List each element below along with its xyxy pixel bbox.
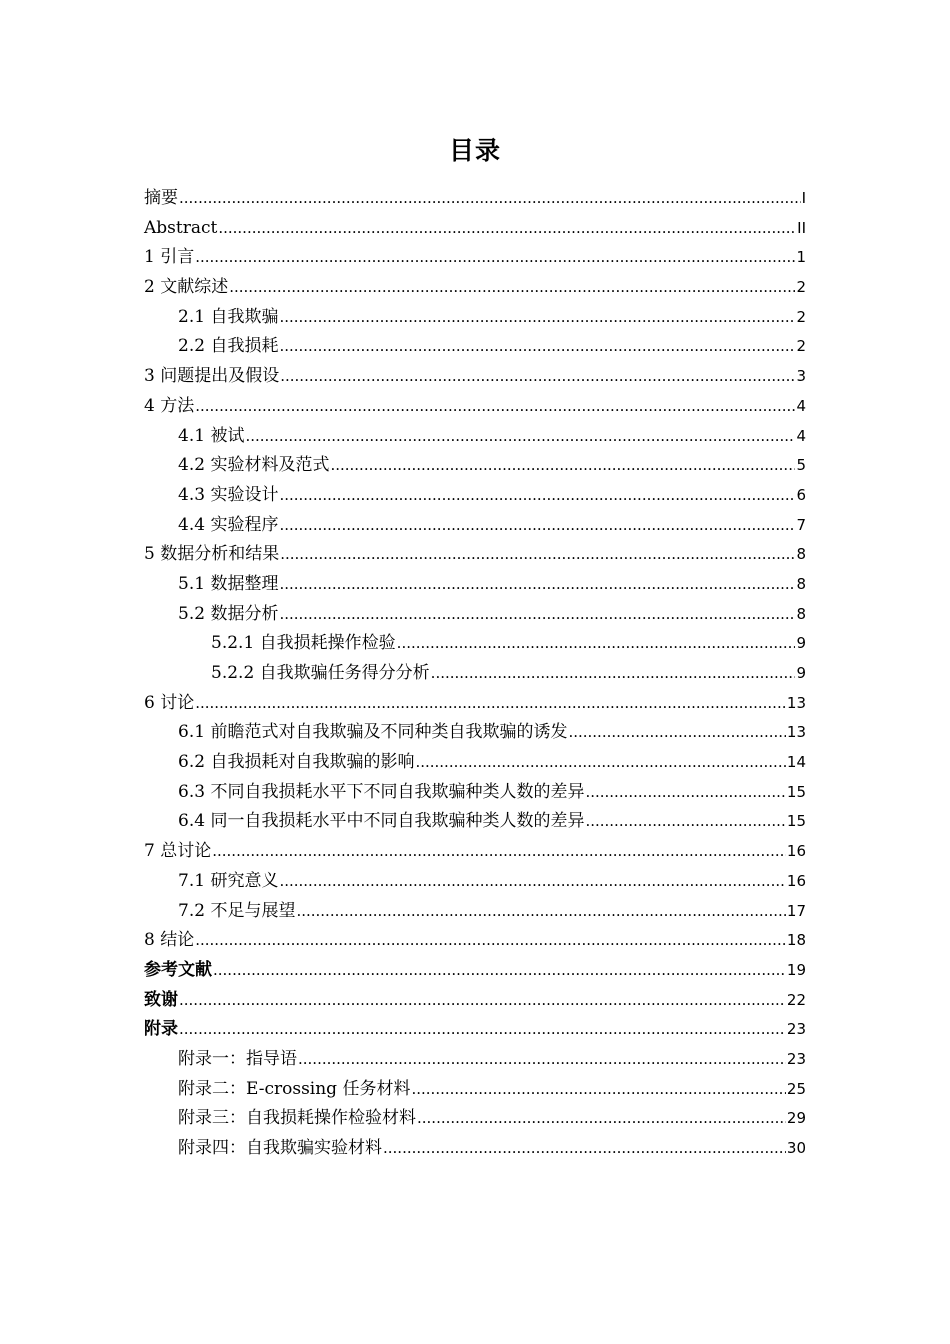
toc-entry-label: 2.1 自我欺骗 [178,306,279,327]
toc-entry[interactable] [0,748,950,778]
toc-dot-leader [279,481,795,511]
toc-entry-label: 6.2 自我损耗对自我欺骗的影响 [178,752,415,773]
toc-entry-label: 摘要 [144,188,178,208]
toc-entry[interactable] [0,332,950,362]
toc-entry-label: 6.3 不同自我损耗水平下不同自我欺骗种类人数的差异 [178,781,585,802]
toc-entry-label: 7.1 研究意义 [178,870,279,891]
toc-dot-leader [397,629,796,659]
toc-entry-page-number: 29 [786,1109,806,1128]
toc-entry-label: 5 数据分析和结果 [144,544,280,565]
toc-dot-leader [279,332,795,362]
toc-entry-page-number: 9 [796,634,806,653]
toc-entry-label: 4.3 实验设计 [178,484,279,505]
toc-entry-label: 6 讨论 [144,692,195,713]
toc-dot-leader [585,807,785,837]
toc-entry-label: 5.2.1 自我损耗操作检验 [211,633,396,654]
toc-dot-leader [415,748,785,778]
toc-entry-label: 4.2 实验材料及范式 [178,455,330,476]
toc-entry-page-number: 14 [786,753,806,772]
toc-entry-label: Abstract [144,217,218,238]
toc-dot-leader [179,986,786,1016]
toc-entry-label: 3 问题提出及假设 [144,366,280,387]
toc-dot-leader [280,540,795,570]
toc-entry-page-number: 13 [786,693,806,712]
toc-entry-page-number: 2 [796,278,806,297]
toc-dot-leader [195,926,786,956]
toc-entry-page-number: 8 [796,574,806,593]
toc-dot-leader [195,243,795,273]
toc-entry-page-number: 1 [796,248,806,267]
toc-entry[interactable] [0,689,950,719]
toc-entry-label: 4 方法 [144,395,195,416]
toc-entry-label: 附录四：自我欺骗实验材料 [178,1138,382,1158]
toc-entry-label: 1 引言 [144,247,195,268]
toc-dot-leader [195,392,795,422]
toc-entry-label: 附录二：E-crossing 任务材料 [178,1078,411,1099]
toc-entry[interactable] [0,807,950,837]
toc-entry-label: 附录三：自我损耗操作检验材料 [178,1108,416,1129]
toc-dot-leader [179,1015,786,1045]
toc-dot-leader [383,1134,786,1164]
toc-entry[interactable] [0,540,950,570]
toc-dot-leader [411,1075,785,1105]
toc-entry[interactable] [0,1015,950,1045]
toc-entry[interactable] [0,303,950,333]
toc-entry[interactable] [0,511,950,541]
toc-dot-leader [179,184,801,214]
toc-dot-leader [279,867,785,897]
toc-entry[interactable] [0,897,950,927]
toc-entry-label: 附录一：指导语 [178,1048,297,1069]
toc-entry-label: 7.2 不足与展望 [178,900,296,921]
toc-entry[interactable] [0,1045,950,1075]
toc-entry-label: 5.2.2 自我欺骗任务得分分析 [211,663,430,683]
toc-dot-leader [279,511,795,541]
toc-list [0,184,950,1164]
toc-dot-leader [212,837,786,867]
toc-entry-label: 5.1 数据整理 [178,573,279,594]
toc-entry-page-number: 4 [796,396,806,415]
toc-entry-label: 附录 [144,1019,178,1040]
toc-entry-label: 6.4 同一自我损耗水平中不同自我欺骗种类人数的差异 [178,811,585,832]
toc-dot-leader [585,778,785,808]
toc-entry-page-number: 30 [786,1139,806,1157]
toc-entry-page-number: 18 [786,931,806,950]
toc-entry[interactable] [0,570,950,600]
toc-entry-label: 5.2 数据分析 [178,603,279,624]
toc-dot-leader [431,659,796,689]
toc-dot-leader [417,1104,786,1134]
toc-dot-leader [279,570,795,600]
toc-entry-label: 6.1 前瞻范式对自我欺骗及不同种类自我欺骗的诱发 [178,722,568,743]
toc-entry[interactable] [0,629,950,659]
toc-entry[interactable] [0,600,950,630]
toc-entry-page-number: 15 [786,782,806,801]
toc-dot-leader [245,422,795,452]
toc-dot-leader [330,451,795,481]
toc-entry-page-number: 22 [786,990,806,1009]
toc-dot-leader [298,1045,786,1075]
toc-dot-leader [229,273,795,303]
toc-entry-label: 8 结论 [144,930,195,951]
toc-entry-page-number: 16 [786,871,806,890]
toc-title: 目录 [448,136,501,165]
toc-entry-page-number: 7 [796,515,806,534]
toc-entry[interactable] [0,392,950,422]
toc-entry-page-number: I [801,189,806,207]
toc-entry[interactable] [0,214,950,244]
toc-entry[interactable] [0,184,950,214]
toc-entry-page-number: 5 [796,456,806,475]
toc-entry-label: 4.1 被试 [178,425,245,446]
toc-entry-page-number: 25 [786,1079,806,1098]
toc-dot-leader [296,897,785,927]
toc-entry-page-number: II [797,218,806,237]
toc-entry-page-number: 6 [796,485,806,504]
toc-entry-page-number: 23 [786,1020,806,1039]
toc-dot-leader [280,362,795,392]
toc-entry-page-number: 8 [796,604,806,623]
toc-entry-label: 7 总讨论 [144,841,212,862]
toc-entry[interactable] [0,1104,950,1134]
toc-dot-leader [218,214,796,244]
toc-dot-leader [568,718,785,748]
toc-entry-page-number: 19 [786,960,806,979]
toc-entry-page-number: 13 [786,723,806,742]
toc-dot-leader [213,956,786,986]
toc-entry[interactable] [0,956,950,986]
toc-entry-page-number: 17 [786,901,806,920]
toc-dot-leader [279,303,795,333]
toc-entry-page-number: 16 [786,842,806,861]
toc-entry-label: 2 文献综述 [144,277,229,298]
toc-entry-label: 参考文献 [144,959,212,980]
toc-entry[interactable] [0,451,950,481]
toc-entry-page-number: 8 [796,545,806,564]
toc-entry-page-number: 15 [786,812,806,831]
toc-entry-label: 致谢 [144,989,178,1010]
toc-entry[interactable] [0,867,950,897]
toc-entry[interactable] [0,481,950,511]
toc-entry-page-number: 9 [796,664,806,682]
toc-entry[interactable] [0,273,950,303]
toc-entry-label: 4.4 实验程序 [178,514,279,535]
toc-entry[interactable] [0,1134,950,1164]
toc-entry[interactable] [0,422,950,452]
toc-dot-leader [279,600,795,630]
toc-entry[interactable] [0,986,950,1016]
toc-entry[interactable] [0,778,950,808]
toc-entry[interactable] [0,718,950,748]
toc-entry[interactable] [0,837,950,867]
toc-entry[interactable] [0,243,950,273]
toc-entry-label: 2.2 自我损耗 [178,336,279,357]
toc-entry-page-number: 4 [796,426,806,445]
toc-entry[interactable] [0,659,950,689]
toc-entry-page-number: 2 [796,337,806,356]
toc-entry-page-number: 3 [796,367,806,386]
toc-entry[interactable] [0,926,950,956]
toc-entry-page-number: 23 [786,1049,806,1068]
toc-entry[interactable] [0,362,950,392]
toc-entry-page-number: 2 [796,307,806,326]
toc-entry[interactable] [0,1075,950,1105]
toc-dot-leader [195,689,786,719]
